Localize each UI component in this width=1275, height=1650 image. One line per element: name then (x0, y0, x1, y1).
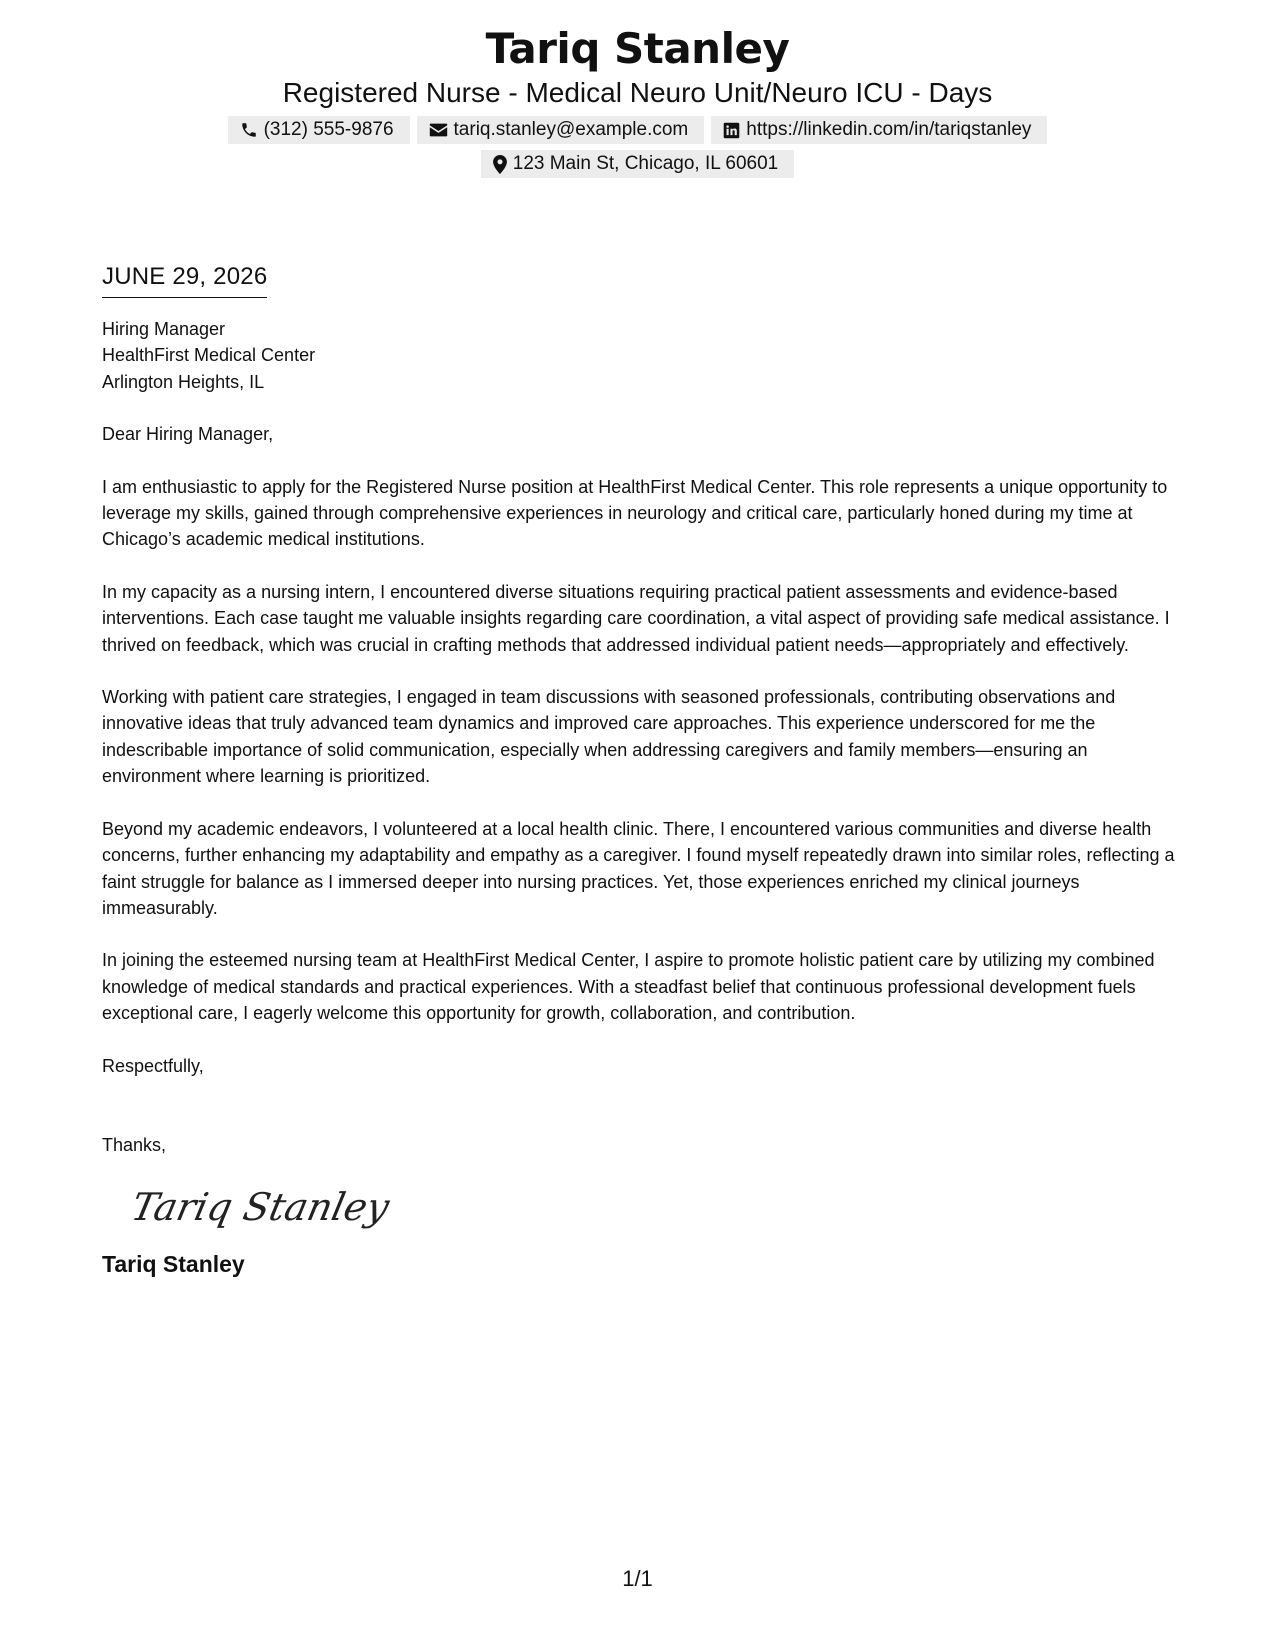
linkedin-icon (723, 122, 740, 139)
body-paragraph: In my capacity as a nursing intern, I encountered diverse situations requiring practical patient assessments and evidence-based interventions. Each case taught me valuable insights regarding care coordination, a vital aspect of providing safe medical assistance. I thrived on feedback, which was crucial in crafting methods that addressed individual patient needs—appropriately and effectively. (102, 581, 1170, 655)
recipient-line: Hiring Manager (102, 319, 226, 339)
applicant-name: Tariq Stanley (485, 24, 790, 73)
signer-name: Tariq Stanley (102, 1251, 245, 1278)
linkedin-text: https://linkedin.com/in/tariqstanley (746, 119, 1032, 140)
phone-icon (240, 121, 258, 139)
signature-glyphs: Tariq Stanley (127, 1185, 394, 1231)
body-paragraph: In joining the esteemed nursing team at HealthFirst Medical Center, I aspire to promote holistic patient care by utilizing my combined knowledge of medical standards and practical experiences. With a steadfast belief that continuous professional development fuels exceptional care, I eagerly welcome this opportunity for growth, collaboration, and contribution. (102, 950, 1155, 1024)
thanks: Thanks, (102, 1134, 167, 1155)
closing: Respectfully, (102, 1055, 204, 1076)
body-paragraph: Working with patient care strategies, I engaged in team discussions with seasoned professionals, contributing observations and innovative ideas that truly advanced team dynamics and improved care approaches. This experience underscored for me the indescribable importance of solid communication, especially when addressing caregivers and family members—ensuring an environment where learning is prioritized. (102, 687, 1116, 787)
recipient-line: HealthFirst Medical Center (102, 345, 316, 366)
email-text: tariq.stanley@example.com (453, 119, 689, 140)
job-title: Registered Nurse - Medical Neuro Unit/Neuro ICU - Days (282, 77, 993, 108)
salutation: Dear Hiring Manager, (102, 424, 274, 445)
map-pin-icon (493, 155, 507, 174)
handwritten-signature (126, 1180, 1182, 1240)
letter-header (0, 22, 1275, 178)
linkedin-chip[interactable] (711, 116, 1047, 144)
envelope-icon (429, 122, 448, 138)
address-row (0, 150, 1275, 178)
letter-body (102, 262, 1182, 1278)
phone-chip[interactable] (228, 116, 410, 144)
body-paragraph: I am enthusiastic to apply for the Registered Nurse position at HealthFirst Medical Center. This role represents a unique opportunity to leverage my skills, gained through comprehensive experiences in neurology and critical care, particularly honed during my time at Chicago’s academic medical institutions. (102, 476, 1168, 550)
address-text: 123 Main St, Chicago, IL 60601 (512, 153, 779, 174)
phone-text: (312) 555-9876 (263, 119, 394, 140)
recipient-block (102, 316, 1182, 395)
email-chip[interactable] (417, 116, 705, 144)
contact-row (0, 116, 1275, 144)
letter-date: JUNE 29, 2026 (102, 262, 267, 298)
address-chip (481, 150, 794, 178)
recipient-line: Arlington Heights, IL (102, 371, 265, 392)
body-paragraph: Beyond my academic endeavors, I volunteered at a local health clinic. There, I encountered various communities and diverse health concerns, further enhancing my adaptability and empathy as a caregiver. I found myself repeatedly drawn into similar roles, reflecting a faint struggle for balance as I immersed deeper into nursing practices. Yet, those experiences enriched my clinical journeys immeasurably. (102, 818, 1175, 918)
page-number: 1/1 (622, 1566, 653, 1591)
